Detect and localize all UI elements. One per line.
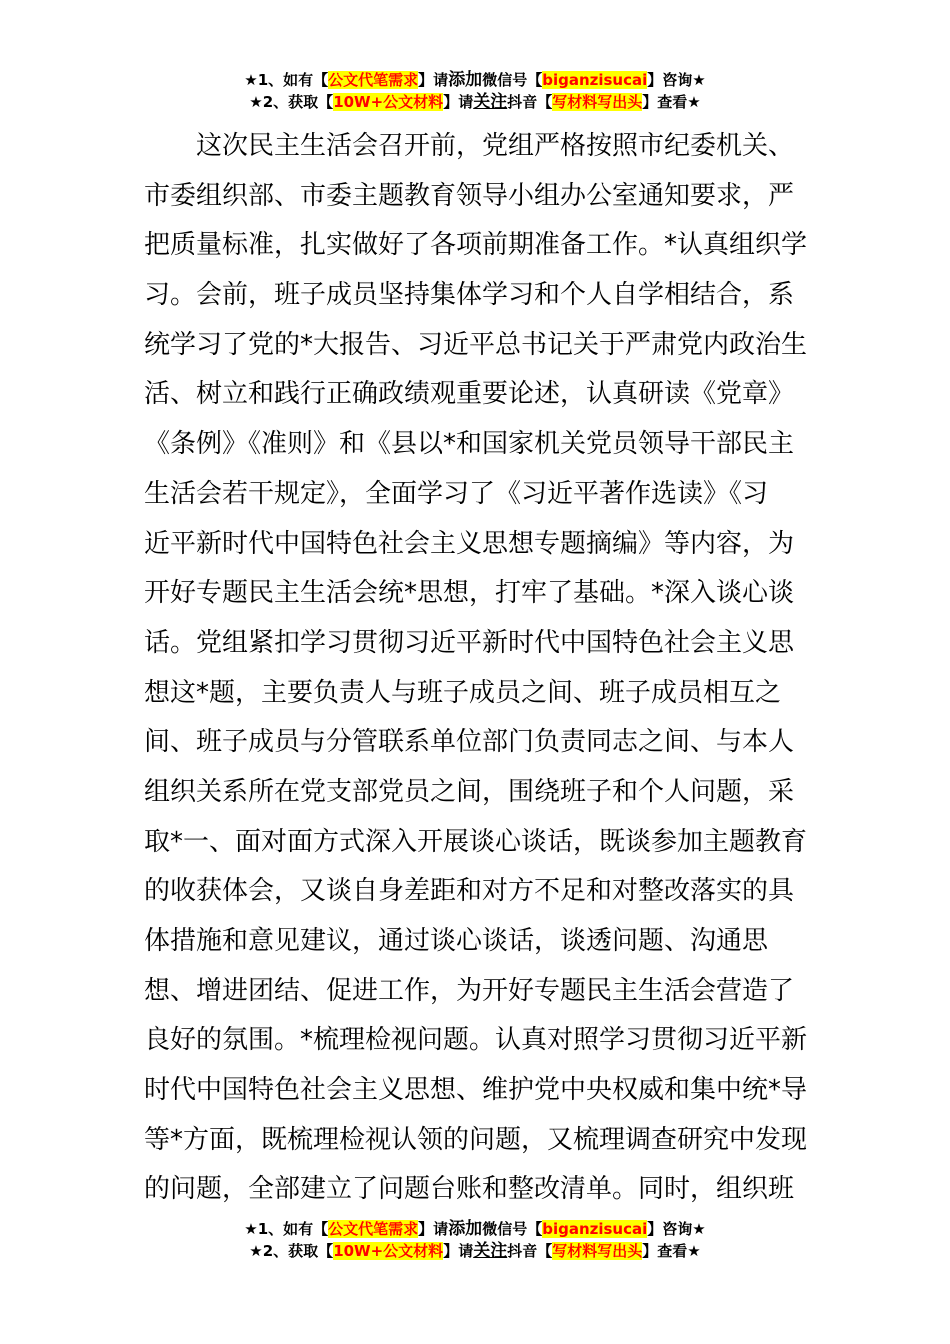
body-line: 想、增进团结、促进工作，为开好专题民主生活会营造了 — [144, 975, 795, 1006]
body-line: 等*方面，既梳理检视认领的问题，又梳理调查研究中发现 — [144, 1124, 808, 1155]
body-line: 活、树立和践行正确政绩观重要论述，认真研读《党章》 — [144, 379, 795, 410]
body-line: 习。会前，班子成员坚持集体学习和个人自学相结合，系 — [144, 280, 795, 311]
banner-line-1: ★1、如有【公文代笔需求】请添加微信号【biganzisucai】咨询★ — [244, 70, 706, 90]
highlight-douyin: 写材料写出头 — [552, 93, 643, 111]
body-line: 近平新时代中国特色社会主义思想专题摘编》等内容，为 — [144, 528, 795, 559]
body-line: 这次民主生活会召开前，党组严格按照市纪委机关、 — [144, 131, 795, 161]
banner-line-2: ★2、获取【10W+公文材料】请关注抖音【写材料写出头】查看★ — [249, 92, 701, 112]
document-body — [144, 122, 808, 1215]
banner-line-2: ★2、获取【10W+公文材料】请关注抖音【写材料写出头】查看★ — [249, 1241, 701, 1261]
highlight-douyin: 写材料写出头 — [552, 1242, 643, 1260]
highlight-service: 公文代笔需求 — [328, 1220, 419, 1238]
body-line: 《条例》《准则》和《县以*和国家机关党员领导干部民主 — [144, 429, 795, 460]
body-line: 组织关系所在党支部党员之间，围绕班子和个人问题，采 — [144, 776, 795, 807]
body-line: 取*一、面对面方式深入开展谈心谈话，既谈参加主题教育 — [144, 826, 808, 857]
footer-banner — [0, 1218, 950, 1262]
body-line: 体措施和意见建议，通过谈心谈话，谈透问题、沟通思 — [144, 926, 769, 956]
highlight-materials: 10W+公文材料 — [333, 93, 444, 111]
body-line: 的问题，全部建立了问题台账和整改清单。同时，组织班 — [144, 1174, 795, 1205]
body-line: 统学习了党的*大报告、习近平总书记关于严肃党内政治生 — [144, 329, 808, 360]
body-line: 良好的氛围。*梳理检视问题。认真对照学习贯彻习近平新 — [144, 1025, 808, 1056]
body-line: 时代中国特色社会主义思想、维护党中央权威和集中统*导 — [144, 1075, 808, 1106]
body-line: 开好专题民主生活会统*思想，打牢了基础。*深入谈心谈 — [144, 578, 795, 609]
header-banner — [0, 69, 950, 113]
highlight-service: 公文代笔需求 — [328, 71, 419, 89]
body-line: 市委组织部、市委主题教育领导小组办公室通知要求，严 — [144, 180, 795, 211]
body-line: 话。党组紧扣学习贯彻习近平新时代中国特色社会主义思 — [144, 627, 795, 658]
body-line: 想这*题，主要负责人与班子成员之间、班子成员相互之 — [144, 677, 782, 708]
highlight-wechat-id: biganzisucai — [542, 1220, 648, 1238]
body-line: 把质量标准，扎实做好了各项前期准备工作。*认真组织学 — [144, 230, 808, 261]
body-line: 间、班子成员与分管联系单位部门负责同志之间、与本人 — [144, 727, 795, 758]
body-line: 的收获体会，又谈自身差距和对方不足和对整改落实的具 — [144, 876, 795, 907]
highlight-materials: 10W+公文材料 — [333, 1242, 444, 1260]
highlight-wechat-id: biganzisucai — [542, 71, 648, 89]
body-line: 生活会若干规定》，全面学习了《习近平著作选读》《习 — [144, 478, 769, 509]
banner-line-1: ★1、如有【公文代笔需求】请添加微信号【biganzisucai】咨询★ — [244, 1219, 706, 1239]
